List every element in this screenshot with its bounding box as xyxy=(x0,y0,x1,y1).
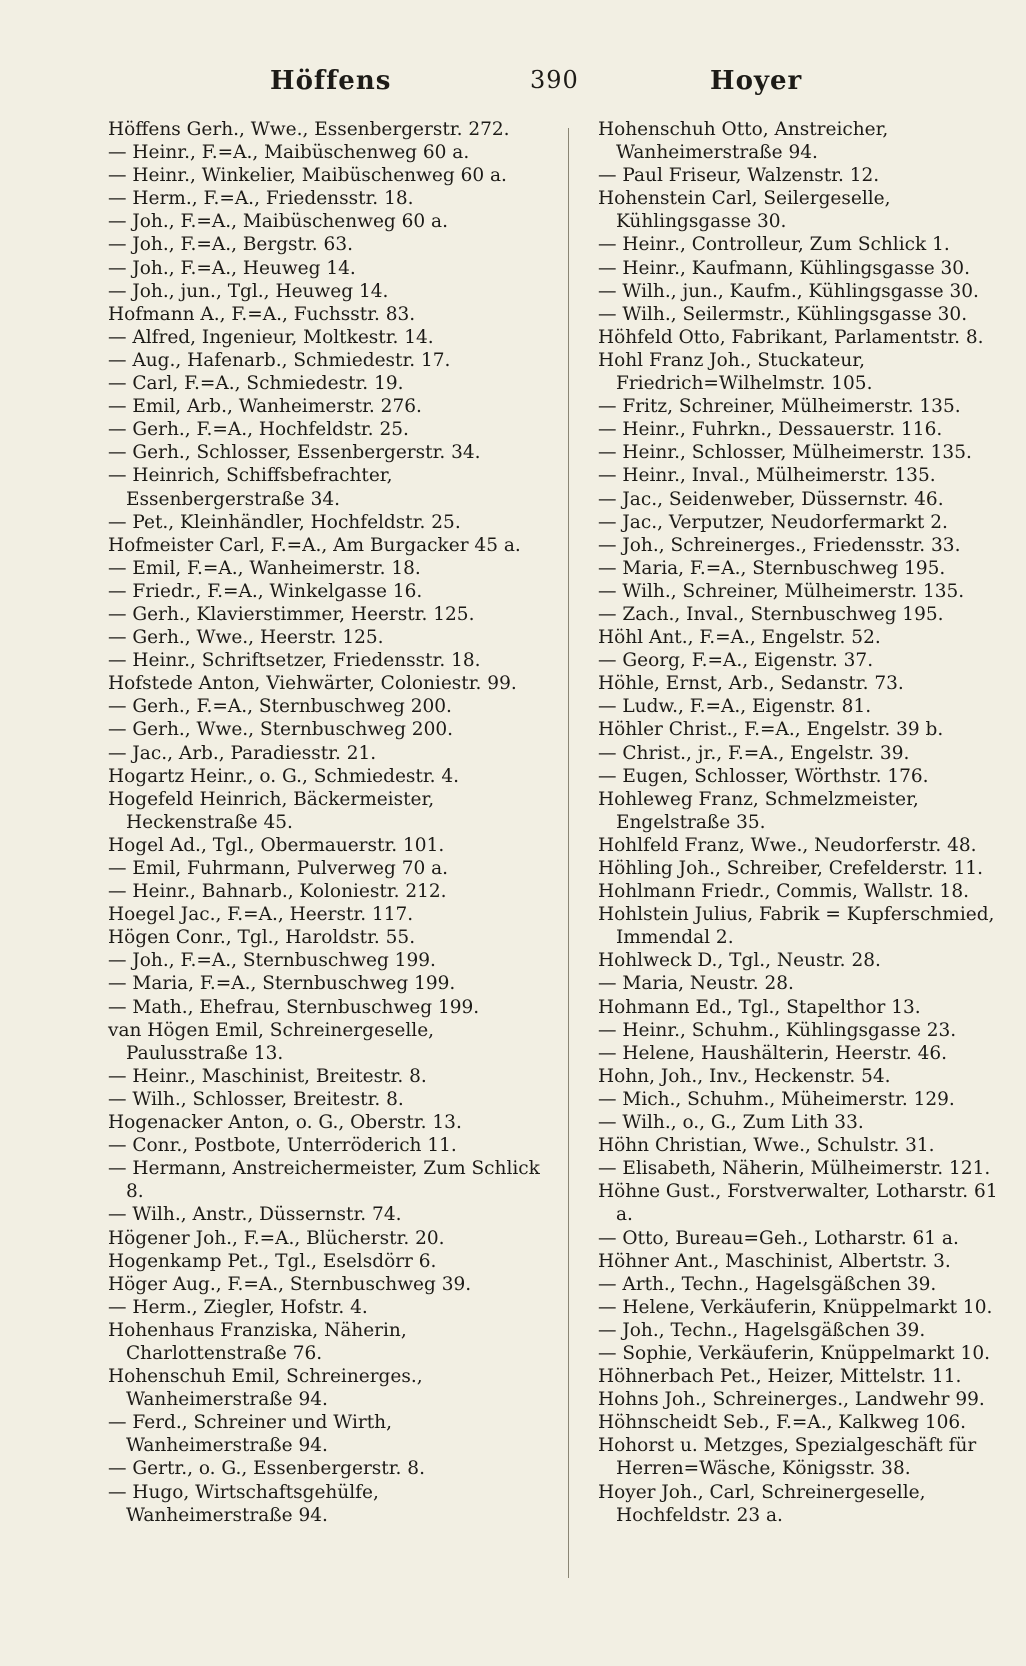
directory-entry: — Gerh., F.=A., Hochfeldstr. 25. xyxy=(108,419,409,441)
directory-entry: Hohl Franz Joh., Stuckateur, Friedrich=Wilhelmstr. 105. xyxy=(598,349,873,395)
directory-entry: — Maria, F.=A., Sternbuschweg 195. xyxy=(598,557,946,579)
directory-entry: Hohlstein Julius, Fabrik = Kupferschmied, Immendal 2. xyxy=(598,904,995,949)
directory-entry: Hogel Ad., Tgl., Obermauerstr. 101. xyxy=(108,834,445,856)
directory-entry: Hohenschuh Otto, Anstreicher, Wanheimerstraße 94. xyxy=(598,119,889,164)
directory-entry: — Joh., F.=A., Sternbuschweg 199. xyxy=(108,950,436,972)
directory-entry: — Sophie, Verkäuferin, Knüppelmarkt 10. xyxy=(598,1342,990,1364)
directory-entry: — Mich., Schuhm., Müheimerstr. 129. xyxy=(598,1088,955,1110)
directory-entry: Hohmann Ed., Tgl., Stapelthor 13. xyxy=(598,996,921,1018)
directory-entry: Höffens Gerh., Wwe., Essenbergerstr. 272. xyxy=(108,119,510,140)
directory-entry: — Arth., Techn., Hagelsgäßchen 39. xyxy=(598,1273,937,1295)
directory-entry: Hohlweck D., Tgl., Neustr. 28. xyxy=(598,950,881,972)
directory-entry: Hofmann A., F.=A., Fuchsstr. 83. xyxy=(108,303,416,325)
page-number: 390 xyxy=(530,66,579,94)
directory-entry: — Heinr., Schuhm., Kühlingsgasse 23. xyxy=(598,1019,957,1041)
page-header xyxy=(0,66,1026,106)
running-head-left: Höffens xyxy=(270,66,392,96)
directory-entry: Hogefeld Heinrich, Bäckermeister, Heckenstraße 45. xyxy=(108,788,435,833)
directory-entry: — Gertr., o. G., Essenbergerstr. 8. xyxy=(108,1458,425,1480)
directory-entry: — Herm., F.=A., Friedensstr. 18. xyxy=(108,188,414,210)
directory-entry: — Joh., jun., Tgl., Heuweg 14. xyxy=(108,280,389,302)
directory-entry: Hohenschuh Emil, Schreinerges., Wanheimerstraße 94. xyxy=(108,1366,423,1411)
directory-entry: — Wilh., Schlosser, Breitestr. 8. xyxy=(108,1088,404,1110)
directory-entry: — Emil, F.=A., Wanheimerstr. 18. xyxy=(108,557,421,579)
left-column xyxy=(108,118,542,1527)
directory-entry: Höhle, Ernst, Arb., Sedanstr. 73. xyxy=(598,673,904,695)
directory-entry: — Carl, F.=A., Schmiedestr. 19. xyxy=(108,373,404,395)
directory-entry: — Zach., Inval., Sternbuschweg 195. xyxy=(598,603,944,625)
directory-entry: — Heinr., Maschinist, Breitestr. 8. xyxy=(108,1065,427,1087)
running-head-right: Hoyer xyxy=(710,66,803,96)
directory-entry: Hofmeister Carl, F.=A., Am Burgacker 45 a. xyxy=(108,534,521,556)
directory-entry: — Heinrich, Schiffsbefrachter, Essenbergerstraße 34. xyxy=(108,465,393,510)
directory-entry: — Otto, Bureau=Geh., Lotharstr. 61 a. xyxy=(598,1227,959,1249)
directory-entry: — Gerh., Wwe., Heerstr. 125. xyxy=(108,627,384,649)
directory-entry: — Gerh., Schlosser, Essenbergerstr. 34. xyxy=(108,442,481,464)
directory-entry: — Heinr., Schriftsetzer, Friedensstr. 18. xyxy=(108,650,481,672)
directory-entry: — Gerh., Wwe., Sternbuschweg 200. xyxy=(108,719,453,741)
directory-entry: — Jac., Verputzer, Neudorfermarkt 2. xyxy=(598,511,948,533)
directory-entry: — Hermann, Anstreichermeister, Zum Schlick 8. xyxy=(108,1158,540,1203)
directory-entry: Höhne Gust., Forstverwalter, Lotharstr. 61 a. xyxy=(598,1181,998,1226)
directory-entry: Höhler Christ., F.=A., Engelstr. 39 b. xyxy=(598,719,944,741)
directory-entry: Hofstede Anton, Viehwärter, Coloniestr. 99. xyxy=(108,673,517,695)
directory-entry: — Helene, Haushälterin, Heerstr. 46. xyxy=(598,1042,947,1064)
directory-entry: — Conr., Postbote, Unterröderich 11. xyxy=(108,1135,457,1157)
directory-entry: — Friedr., F.=A., Winkelgasse 16. xyxy=(108,580,423,602)
directory-entry: Höhn Christian, Wwe., Schulstr. 31. xyxy=(598,1135,935,1157)
directory-entry: — Fritz, Schreiner, Mülheimerstr. 135. xyxy=(598,396,961,418)
directory-entry: — Joh., Techn., Hagelsgäßchen 39. xyxy=(598,1319,926,1341)
directory-entry: — Emil, Fuhrmann, Pulverweg 70 a. xyxy=(108,858,449,879)
directory-entry: Hohlmann Friedr., Commis, Wallstr. 18. xyxy=(598,881,969,903)
directory-entry: — Joh., Schreinerges., Friedensstr. 33. xyxy=(598,534,961,556)
directory-entry: — Alfred, Ingenieur, Moltkestr. 14. xyxy=(108,326,434,348)
directory-entry: — Wilh., jun., Kaufm., Kühlingsgasse 30. xyxy=(598,280,979,302)
directory-entry: — Paul Friseur, Walzenstr. 12. xyxy=(598,165,880,187)
directory-entry: — Wilh., Anstr., Düssernstr. 74. xyxy=(108,1204,402,1226)
directory-entry: Höhnscheidt Seb., F.=A., Kalkweg 106. xyxy=(598,1412,967,1434)
directory-entry: Hogartz Heinr., o. G., Schmiedestr. 4. xyxy=(108,765,460,787)
directory-entry: — Maria, F.=A., Sternbuschweg 199. xyxy=(108,973,456,995)
directory-entry: van Högen Emil, Schreinergeselle, Paulusstraße 13. xyxy=(108,1019,435,1064)
directory-entry: Hohenstein Carl, Seilergeselle, Kühlingsgasse 30. xyxy=(598,188,891,233)
directory-entry: Hogenacker Anton, o. G., Oberstr. 13. xyxy=(108,1112,462,1134)
directory-entry: — Heinr., Inval., Mülheimerstr. 135. xyxy=(598,465,936,487)
directory-entry: Högener Joh., F.=A., Blücherstr. 20. xyxy=(108,1227,445,1249)
directory-entry: — Elisabeth, Näherin, Mülheimerstr. 121. xyxy=(598,1158,991,1180)
directory-entry: — Joh., F.=A., Maibüschenweg 60 a. xyxy=(108,211,448,233)
directory-entry: — Heinr., Fuhrkn., Dessauerstr. 116. xyxy=(598,419,943,441)
directory-entry: — Aug., Hafenarb., Schmiedestr. 17. xyxy=(108,349,451,371)
directory-entry: — Jac., Seidenweber, Düssernstr. 46. xyxy=(598,488,944,510)
directory-entry: — Ludw., F.=A., Eigenstr. 81. xyxy=(598,696,872,718)
directory-entry: — Wilh., Schreiner, Mülheimerstr. 135. xyxy=(598,580,965,602)
directory-entry: — Jac., Arb., Paradiesstr. 21. xyxy=(108,742,377,764)
directory-entry: Höhnerbach Pet., Heizer, Mittelstr. 11. xyxy=(598,1366,962,1388)
directory-entry: Höhl Ant., F.=A., Engelstr. 52. xyxy=(598,627,881,649)
directory-entry: Hohns Joh., Schreinerges., Landwehr 99. xyxy=(598,1389,985,1411)
directory-entry: Hohenhaus Franziska, Näherin, Charlottenstraße 76. xyxy=(108,1319,407,1364)
directory-entry: — Ferd., Schreiner und Wirth, Wanheimerstraße 94. xyxy=(108,1412,392,1457)
directory-entry: Hoegel Jac., F.=A., Heerstr. 117. xyxy=(108,904,414,926)
directory-entry: — Wilh., o., G., Zum Lith 33. xyxy=(598,1112,864,1134)
directory-entry: Höger Aug., F.=A., Sternbuschweg 39. xyxy=(108,1273,472,1295)
directory-entry: — Herm., Ziegler, Hofstr. 4. xyxy=(108,1296,368,1318)
directory-entry: Hohorst u. Metzges, Spezialgeschäft für Herren=Wäsche, Königsstr. 38. xyxy=(598,1435,977,1480)
directory-entry: — Hugo, Wirtschaftsgehülfe, Wanheimerstraße 94. xyxy=(108,1481,379,1526)
directory-entry: — Maria, Neustr. 28. xyxy=(598,973,794,995)
directory-entry: — Wilh., Seilermstr., Kühlingsgasse 30. xyxy=(598,303,968,325)
directory-entry: Hogenkamp Pet., Tgl., Eselsdörr 6. xyxy=(108,1250,437,1272)
directory-entry: — Helene, Verkäuferin, Knüppelmarkt 10. xyxy=(598,1296,993,1318)
directory-entry: — Heinr., Kaufmann, Kühlingsgasse 30. xyxy=(598,257,970,279)
directory-entry: — Pet., Kleinhändler, Hochfeldstr. 25. xyxy=(108,511,461,533)
directory-entry: — Joh., F.=A., Heuweg 14. xyxy=(108,257,356,279)
directory-entry: Hohlfeld Franz, Wwe., Neudorferstr. 48. xyxy=(598,834,977,856)
directory-entry: Höhfeld Otto, Fabrikant, Parlamentstr. 8. xyxy=(598,326,984,348)
directory-entry: Hohn, Joh., Inv., Heckenstr. 54. xyxy=(598,1065,891,1087)
directory-entry: — Heinr., Controlleur, Zum Schlick 1. xyxy=(598,234,950,256)
directory-entry: — Heinr., Winkelier, Maibüschenweg 60 a. xyxy=(108,165,507,187)
directory-entry: — Gerh., F.=A., Sternbuschweg 200. xyxy=(108,696,452,718)
directory-entry: Hoyer Joh., Carl, Schreinergeselle, Hochfeldstr. 23 a. xyxy=(598,1481,926,1526)
directory-entry: — Joh., F.=A., Bergstr. 63. xyxy=(108,234,353,256)
directory-entry: — Gerh., Klavierstimmer, Heerstr. 125. xyxy=(108,603,475,625)
directory-entry: — Georg, F.=A., Eigenstr. 37. xyxy=(598,650,874,672)
directory-entry: Höhner Ant., Maschinist, Albertstr. 3. xyxy=(598,1250,951,1272)
directory-entry: Höhling Joh., Schreiber, Crefelderstr. 11. xyxy=(598,858,984,879)
directory-entry: — Emil, Arb., Wanheimerstr. 276. xyxy=(108,396,422,418)
directory-entry: — Heinr., F.=A., Maibüschenweg 60 a. xyxy=(108,142,470,164)
directory-entry: — Eugen, Schlosser, Wörthstr. 176. xyxy=(598,765,929,787)
directory-entry: Högen Conr., Tgl., Haroldstr. 55. xyxy=(108,927,416,949)
directory-entry: — Heinr., Bahnarb., Koloniestr. 212. xyxy=(108,881,447,903)
column-divider xyxy=(568,128,569,1578)
directory-entry: — Christ., jr., F.=A., Engelstr. 39. xyxy=(598,742,910,764)
directory-entry: — Heinr., Schlosser, Mülheimerstr. 135. xyxy=(598,442,972,464)
directory-entry: Hohleweg Franz, Schmelzmeister, Engelstraße 35. xyxy=(598,788,919,833)
directory-entry: — Math., Ehefrau, Sternbuschweg 199. xyxy=(108,996,480,1018)
right-column xyxy=(598,118,998,1527)
